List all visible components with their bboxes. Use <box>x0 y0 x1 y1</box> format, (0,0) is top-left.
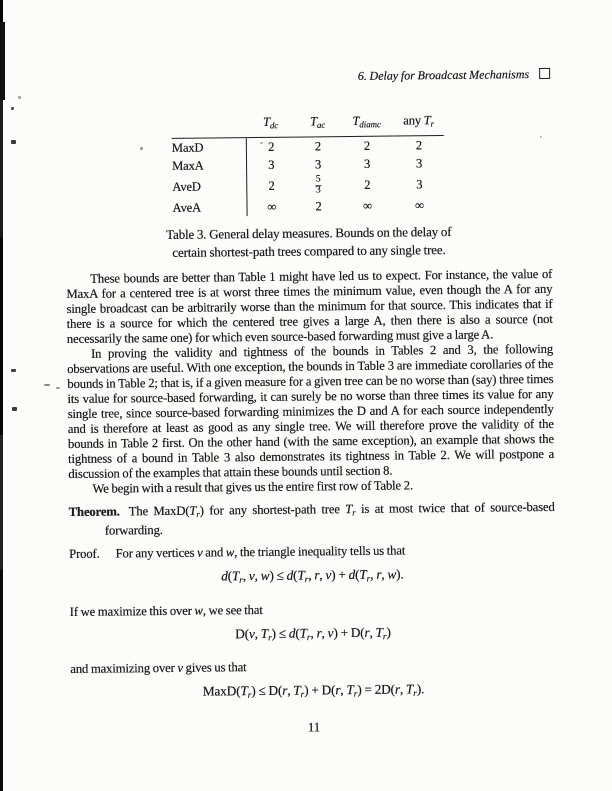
table-caption-line1: Table 3. General delay measures. Bounds on the delay of <box>166 224 452 243</box>
body-paragraph-3: We begin with a result that gives us the entire first row of Table 2. <box>92 478 414 497</box>
table-cell: 2 <box>246 138 296 157</box>
scan-speck <box>18 96 21 99</box>
scan-speck <box>11 369 16 372</box>
table-cell: 3 <box>416 177 423 192</box>
row-label: AveA <box>172 200 202 215</box>
table-header-cell <box>172 115 246 139</box>
table-header-cell-tdc: Tdc <box>246 115 296 138</box>
scan-speck <box>11 107 14 110</box>
scan-speck <box>44 384 50 386</box>
page-number: 11 <box>307 719 321 735</box>
equation-3: $MaxD(T_r) \le D(r$, $T_r) + D(r$, $T_r) = 2D(r$, $T_r$). <box>202 681 425 701</box>
table-cell: 2 <box>314 139 322 154</box>
table-cell: 2 <box>246 174 296 199</box>
table-cell <box>296 174 340 198</box>
table-cell: ∞ <box>363 198 372 213</box>
table-header-cell-tdiamc: Tdiamc <box>340 114 394 138</box>
scan-edge-artifact <box>0 0 3 791</box>
scan-speck <box>11 140 16 144</box>
table-cell: 3 <box>415 156 423 171</box>
table-cell: 2 <box>363 138 371 153</box>
table-row-avea <box>172 196 444 217</box>
running-header-text: 6. Delay for Broadcast Mechanisms <box>357 67 530 83</box>
proof-block <box>69 542 555 562</box>
proof-intro-text: For any vertices v and w, the triangle inequality tells us that <box>115 543 406 561</box>
page-content <box>64 59 557 737</box>
equation-1: $d(T_r$, v, $w) \le d(T_r$, r, $v) + d(T_r$, r, w). <box>221 566 404 586</box>
table-row-aved <box>172 172 444 199</box>
table-header-row <box>172 113 444 139</box>
delay-measures-table <box>172 113 445 217</box>
scan-speck <box>56 387 60 389</box>
table-cell: ∞ <box>246 198 296 217</box>
proof-label: Proof. <box>69 546 100 561</box>
fraction-value: $\frac{5}{3}$ <box>315 174 321 196</box>
scan-edge-artifact-top <box>0 22 5 100</box>
running-header <box>64 59 550 87</box>
row-label: MaxA <box>171 158 204 173</box>
row-label: MaxD <box>171 140 204 155</box>
body-paragraph-1: These bounds are better than Table 1 might have led us to expect. For instance, the value of MaxA for a centered tree is at worst three times the minimum value, even though the A for any single broadcast can be arbitrarily worse than the minimum for that source. This indicates that if there is a source for which the centered tree gives a large A, then there is also a source (not necessarily the same one) for which even source-based forwarding must give a large A. <box>66 267 553 347</box>
table-cell: 3 <box>246 156 296 175</box>
table-caption <box>66 222 552 263</box>
table-cell: 2 <box>315 199 322 214</box>
table-caption-line2: certain shortest-path trees compared to any single tree. <box>172 242 446 261</box>
equation-2: D(v, $T_r) \le d(T_r$, r, v) + D(r, $T_r$) <box>235 624 391 644</box>
section-end-box-icon <box>539 68 550 79</box>
table-header-cell-tac: Tac <box>296 114 340 137</box>
table-cell: 3 <box>314 157 322 172</box>
theorem-block <box>69 500 555 539</box>
table-cell: 2 <box>364 177 371 192</box>
table-cell: 2 <box>415 138 423 153</box>
theorem-label: Theorem. <box>68 504 120 520</box>
table-header-cell-anytr: any Tr <box>394 113 444 136</box>
table-cell: 3 <box>363 156 371 171</box>
table-cell: ∞ <box>415 198 424 213</box>
theorem-text: The $MaxD(T_r)$ for any shortest-path tree $T_r$ is at most twice that of source-based forwarding. <box>104 500 555 538</box>
connector-maximize-w: If we maximize this over w, we see that <box>69 602 263 619</box>
connector-maximize-v: and maximizing over v gives us that <box>70 660 247 677</box>
row-label: AveD <box>172 179 201 194</box>
body-paragraph-2: In proving the validity and tightness of the bounds in Tables 2 and 3, the following observations are useful. With one exception, the bounds in Table 3 are immediate corollaries of the bounds in Table 2; that is, if a given measure for a given tree can be no worse than (say) three times its value for source-based forwarding, it can surely be no worse than three times its value for any single tree, since source-based forwarding minimizes the D and A for each source independently and is therefore at least as good as any single tree. We will therefore prove the validity of the bounds in Table 2 first. On the other hand (with the same exception), an example that shows the tightness of a bound in Table 3 also demonstrates its tightness in Table 2. We will postpone a discussion of the examples that attain these bounds until section 8. <box>67 342 555 482</box>
scan-speck <box>12 407 17 411</box>
